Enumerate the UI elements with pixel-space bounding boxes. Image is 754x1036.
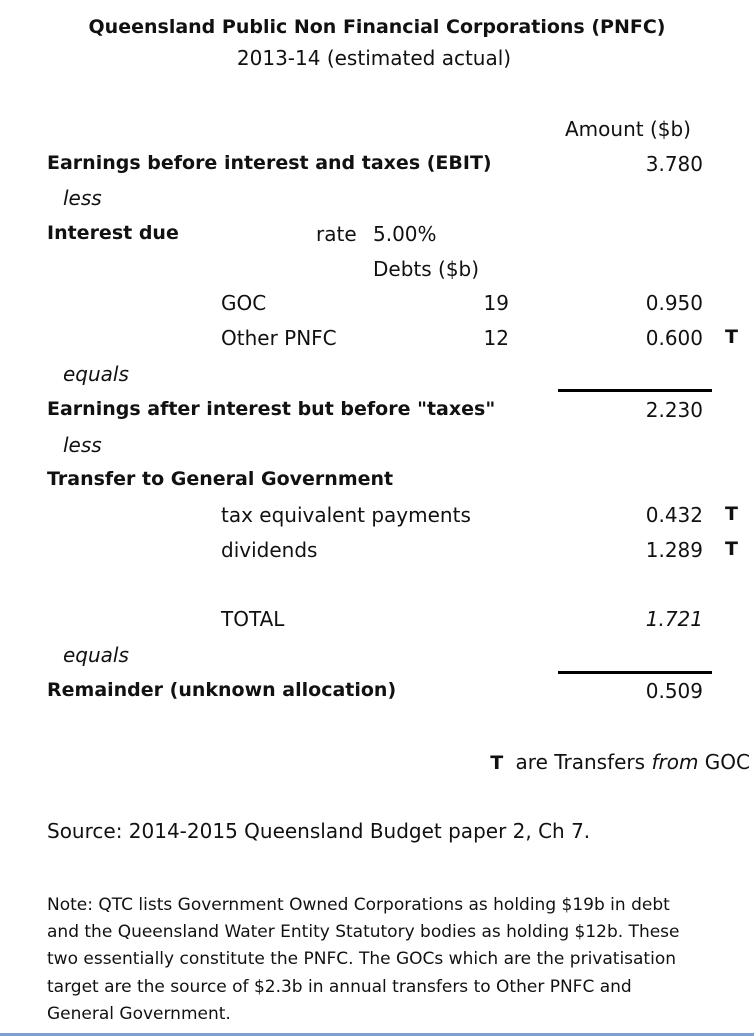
rate-value: 5.00%	[373, 222, 437, 246]
goc-interest-amount: 0.950	[645, 291, 703, 315]
dividends-label: dividends	[221, 538, 318, 562]
interest-due-label: Interest due	[47, 222, 179, 244]
rate-label: rate	[316, 222, 357, 246]
equals-label-2: equals	[63, 643, 129, 667]
transfer-label: Transfer to General Government	[47, 468, 394, 490]
page-title: Queensland Public Non Financial Corporations (PNFC)	[88, 16, 666, 38]
eai-amount: 2.230	[645, 398, 703, 422]
legend-text-italic: from	[651, 750, 699, 774]
dividends-amount: 1.289	[645, 538, 703, 562]
ebit-amount: 3.780	[645, 152, 703, 176]
goc-label: GOC	[221, 291, 267, 315]
remainder-amount: 0.509	[645, 679, 703, 703]
transfer-marker: T	[725, 503, 738, 525]
remainder-label: Remainder (unknown allocation)	[47, 679, 397, 701]
other-pnfc-interest-amount: 0.600	[645, 326, 703, 350]
subtotal-rule-1	[558, 389, 712, 392]
subtotal-rule-2	[558, 671, 712, 674]
ebit-label: Earnings before interest and taxes (EBIT)	[47, 152, 492, 174]
note-line: two essentially constitute the PNFC. The GOCs which are the privatisation	[47, 949, 676, 969]
less-label-2: less	[63, 433, 102, 457]
tax-equivalent-label: tax equivalent payments	[221, 503, 471, 527]
eai-label: Earnings after interest but before "taxes"	[47, 398, 496, 420]
transfer-marker: T	[725, 326, 738, 348]
amount-column-header: Amount ($b)	[565, 117, 691, 141]
tax-equivalent-amount: 0.432	[645, 503, 703, 527]
total-amount: 1.721	[645, 607, 703, 631]
other-pnfc-label: Other PNFC	[221, 326, 337, 350]
transfer-marker: T	[725, 538, 738, 560]
total-label: TOTAL	[221, 607, 285, 631]
debts-column-header: Debts ($b)	[373, 257, 480, 281]
goc-debt: 19	[483, 291, 509, 315]
legend-text-before: are Transfers	[515, 750, 646, 774]
note-line: General Government.	[47, 1004, 231, 1024]
page-subtitle: 2013-14 (estimated actual)	[236, 46, 512, 70]
note-line: and the Queensland Water Entity Statutory bodies as holding $12b. These	[47, 922, 680, 942]
less-label-1: less	[63, 186, 102, 210]
equals-label-1: equals	[63, 362, 129, 386]
note-line: target are the source of $2.3b in annual transfers to Other PNFC and	[47, 977, 632, 997]
source-citation: Source: 2014-2015 Queensland Budget paper 2, Ch 7.	[47, 819, 591, 843]
legend-marker: T	[490, 752, 504, 774]
legend-text-after: GOC	[704, 750, 750, 774]
transfer-legend	[490, 752, 750, 773]
other-pnfc-debt: 12	[483, 326, 509, 350]
note-line: Note: QTC lists Government Owned Corporations as holding $19b in debt	[47, 895, 670, 915]
